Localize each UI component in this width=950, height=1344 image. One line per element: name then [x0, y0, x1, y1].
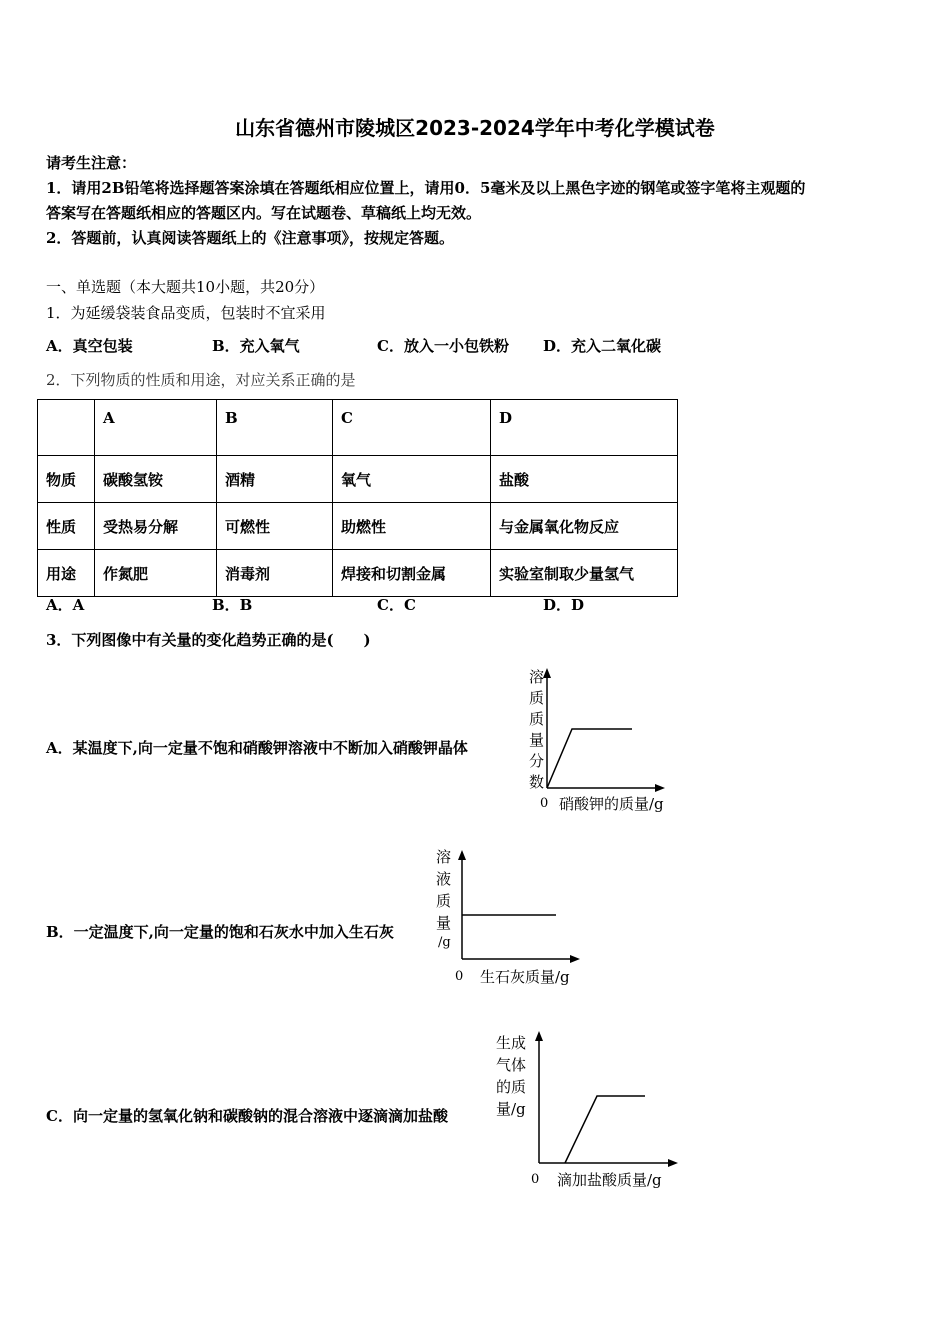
- q1-stem: 1．为延缓袋装食品变质，包装时不宜采用: [46, 304, 326, 322]
- notice-line-1b: 答案写在答题纸相应的答题区内。写在试题卷、草稿纸上均无效。: [46, 204, 482, 222]
- graph-b-ylabel: 溶: [436, 848, 452, 866]
- table-cell: 焊接和切割金属: [333, 550, 491, 597]
- graph-c-ylabel: 量/g: [496, 1100, 526, 1118]
- graph-a-ylabel: 数: [529, 773, 545, 791]
- q1-option-d[interactable]: D．充入二氧化碳: [543, 337, 662, 355]
- q1-option-a[interactable]: A．真空包装: [46, 337, 133, 355]
- q2-option-b[interactable]: B．B: [212, 596, 253, 614]
- table-cell: [38, 400, 95, 456]
- table-cell: 物质: [38, 456, 95, 503]
- table-cell: 酒精: [217, 456, 333, 503]
- notice-line-2: 2．答题前，认真阅读答题纸上的《注意事项》，按规定答题。: [46, 229, 454, 247]
- table-header-row: [38, 400, 678, 456]
- page-title: 山东省德州市陵城区2023-2024学年中考化学模试卷: [235, 116, 715, 140]
- q2-table: [37, 399, 678, 597]
- graph-a-ylabel: 质: [529, 710, 545, 728]
- arrow-right-icon: [655, 784, 665, 792]
- graph-b-ylabel: 量: [436, 914, 452, 932]
- q1-option-b[interactable]: B．充入氧气: [212, 337, 300, 355]
- graph-c-curve: [565, 1096, 645, 1163]
- table-row: [38, 456, 678, 503]
- table-cell: 作氮肥: [95, 550, 217, 597]
- table-cell: 碳酸氢铵: [95, 456, 217, 503]
- graph-c-xlabel: 滴加盐酸质量/g: [557, 1171, 662, 1189]
- graph-b-ylabel: 液: [436, 870, 452, 888]
- graph-b-origin: 0: [455, 969, 464, 984]
- graph-a-ylabel: 质: [529, 689, 545, 707]
- graph-b-ylabel: 质: [436, 892, 452, 910]
- arrow-right-icon: [570, 955, 580, 963]
- table-cell: 盐酸: [491, 456, 678, 503]
- table-cell: A: [95, 400, 217, 456]
- q3-stem: 3．下列图像中有关量的变化趋势正确的是( ): [46, 631, 371, 649]
- graph-a-ylabel: 溶: [529, 668, 545, 686]
- graph-c-ylabel: 生成: [496, 1034, 527, 1052]
- section-heading: 一、单选题（本大题共10小题，共20分）: [46, 278, 325, 296]
- graph-a-origin: 0: [540, 796, 549, 811]
- notice-heading: 请考生注意：: [46, 154, 137, 172]
- notice-line-1a: 1．请用2B铅笔将选择题答案涂填在答题纸相应位置上，请用0．5毫米及以上黑色字迹的钢笔或签字笔将主观题的: [46, 179, 806, 197]
- table-cell: C: [333, 400, 491, 456]
- arrow-right-icon: [668, 1159, 678, 1167]
- graph-b: [430, 842, 590, 992]
- table-cell: 可燃性: [217, 503, 333, 550]
- table-cell: D: [491, 400, 678, 456]
- arrow-up-icon: [543, 668, 551, 678]
- table-cell: 用途: [38, 550, 95, 597]
- arrow-up-icon: [458, 850, 466, 860]
- q2-option-c[interactable]: C．C: [377, 596, 416, 614]
- table-cell: 性质: [38, 503, 95, 550]
- q3-option-c[interactable]: C．向一定量的氢氧化钠和碳酸钠的混合溶液中逐滴滴加盐酸: [46, 1107, 448, 1125]
- graph-c: [495, 1025, 690, 1195]
- graph-a-ylabel: 分: [529, 752, 545, 770]
- graph-a-xlabel: 硝酸钾的质量/g: [559, 795, 664, 813]
- q2-option-d[interactable]: D．D: [543, 596, 585, 614]
- table-cell: 消毒剂: [217, 550, 333, 597]
- table-row: [38, 503, 678, 550]
- graph-a-ylabel: 量: [529, 731, 545, 749]
- graph-b-ylabel: /g: [438, 935, 451, 950]
- graph-c-ylabel: 的质: [496, 1078, 527, 1096]
- graph-a-curve: [547, 729, 632, 788]
- q2-stem: 2．下列物质的性质和用途，对应关系正确的是: [46, 371, 356, 389]
- table-cell: 助燃性: [333, 503, 491, 550]
- graph-a: [505, 660, 685, 820]
- q3-option-a[interactable]: A．某温度下,向一定量不饱和硝酸钾溶液中不断加入硝酸钾晶体: [46, 739, 468, 757]
- q2-option-a[interactable]: A．A: [46, 596, 85, 614]
- table-cell: 氧气: [333, 456, 491, 503]
- table-cell: 与金属氧化物反应: [491, 503, 678, 550]
- q3-option-b[interactable]: B．一定温度下,向一定量的饱和石灰水中加入生石灰: [46, 923, 394, 941]
- graph-b-xlabel: 生石灰质量/g: [480, 968, 570, 986]
- q1-option-c[interactable]: C．放入一小包铁粉: [377, 337, 509, 355]
- table-cell: B: [217, 400, 333, 456]
- graph-c-ylabel: 气体: [496, 1056, 527, 1074]
- table-cell: 实验室制取少量氢气: [491, 550, 678, 597]
- table-row: [38, 550, 678, 597]
- graph-c-origin: 0: [531, 1172, 540, 1187]
- table-cell: 受热易分解: [95, 503, 217, 550]
- arrow-up-icon: [535, 1031, 543, 1041]
